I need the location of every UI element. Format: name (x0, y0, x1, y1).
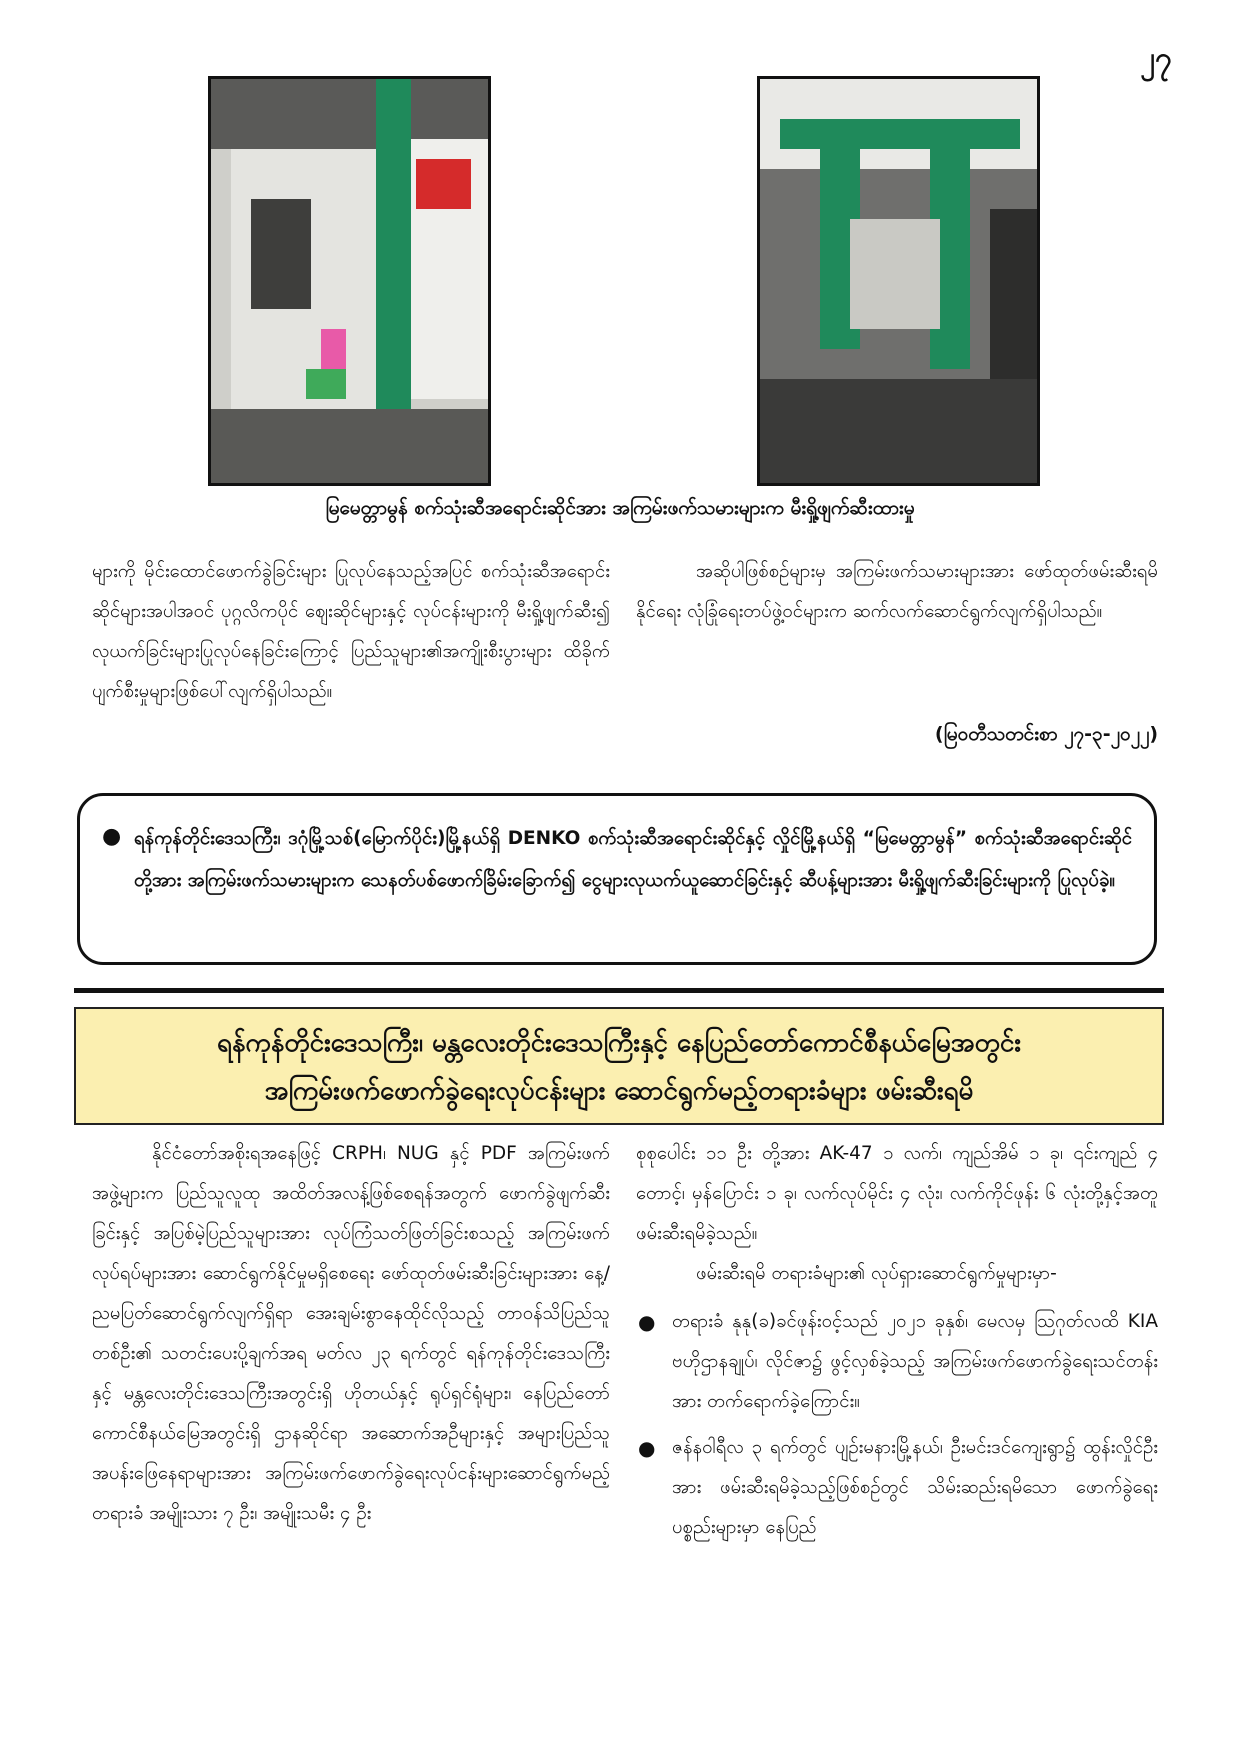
callout-text: ရန်ကုန်တိုင်းဒေသကြီး၊ ဒဂုံမြို့သစ်(မြောက်ပိုင်း)မြို့နယ်ရှိ DENKO စက်သုံးဆီအရောင်းဆိုင်နှင့် လှိုင်မြို့နယ်ရှိ “မြမေတ္တာမွန်” စက်သုံးဆီအရောင်းဆိုင်တို့အား အကြမ်းဖက်သမားများက သေနတ်ပစ်ဖောက်ခြိမ်းခြောက်၍ ငွေများလုယက်ယူဆောင်ခြင်းနှင့် ဆီပန့်များအား မီးရှို့ဖျက်ဆီးခြင်းများကို ပြုလုပ်ခဲ့။ (134, 828, 1132, 891)
bottom-left-paragraph: နိုင်ငံတော်အစိုးရအနေဖြင့် CRPH၊ NUG နှင့် PDF အကြမ်းဖက်အဖွဲ့များက ပြည်သူလူထု အထိတ်အလန့်ဖြစ်စေရန်အတွက် ဖောက်ခွဲဖျက်ဆီးခြင်းနှင့် အပြစ်မဲ့ပြည်သူများအား လုပ်ကြံသတ်ဖြတ်ခြင်းစသည့် အကြမ်းဖက်လုပ်ရပ်များအား ဆောင်ရွက်နိုင်မှုမရှိစေရေး ဖော်ထုတ်ဖမ်းဆီးခြင်းများအား နေ့/ညမပြတ်ဆောင်ရွက်လျက်ရှိရာ အေးချမ်းစွာနေထိုင်လိုသည့် တာဝန်သိပြည်သူတစ်ဦး၏ သတင်းပေးပို့ချက်အရ မတ်လ ၂၃ ရက်တွင် ရန်ကုန်တိုင်းဒေသကြီးနှင့် မန္တလေးတိုင်းဒေသကြီးအတွင်းရှိ ဟိုတယ်နှင့် ရုပ်ရှင်ရုံများ၊ နေပြည်တော်ကောင်စီနယ်မြေအတွင်းရှိ ဌာနဆိုင်ရာ အဆောက်အဦများနှင့် အများပြည်သူအပန်းဖြေနေရာများအား အကြမ်းဖက်ဖောက်ခွဲရေးလုပ်ငန်းများဆောင်ရွက်မည့် တရားခံ အမျိုးသား ၇ ဦး၊ အမျိုးသမီး ၄ ဦး (92, 1143, 610, 1524)
top-right-column (636, 552, 1158, 632)
list-item (636, 1302, 1158, 1422)
list-item-text: ဇန်နဝါရီလ ၃ ရက်တွင် ပျဉ်းမနားမြို့နယ်၊ ဦးမင်းဒင်ကျေးရွာ၌ ထွန်းလှိုင်ဦးအား ဖမ်းဆီးရမိခဲ့သည့်ဖြစ်စဉ်တွင် သိမ်းဆည်းရမိသော ဖောက်ခွဲရေးပစ္စည်းများမှာ နေပြည် (672, 1437, 1158, 1538)
photo-burned-kiosk-closeup (208, 76, 491, 486)
top-left-paragraph: များကို မိုင်းထောင်ဖောက်ခွဲခြင်းများ ပြုလုပ်နေသည့်အပြင် စက်သုံးဆီအရောင်းဆိုင်များအပါအဝင် ပုဂ္ဂလိကပိုင် ဈေးဆိုင်များနှင့် လုပ်ငန်းများကို မီးရှို့ဖျက်ဆီး၍ လုယက်ခြင်းများပြုလုပ်နေခြင်းကြောင့် ပြည်သူများ၏အကျိုးစီးပွားများ ထိခိုက်ပျက်စီးမှုများဖြစ်ပေါ်လျက်ရှိပါသည်။ (92, 561, 610, 702)
bottom-right-paragraph-2: ဖမ်းဆီးရမိ တရားခံများ၏ လုပ်ရှားဆောင်ရွက်မှုများမှာ- (696, 1263, 1057, 1284)
bullet-icon: ● (638, 1310, 656, 1334)
source-line: (မြဝတီသတင်းစာ ၂၇-၃-၂၀၂၂) (934, 723, 1158, 745)
headline-line-1: ရန်ကုန်တိုင်းဒေသကြီး၊ မန္တလေးတိုင်းဒေသကြီးနှင့် နေပြည်တော်ကောင်စီနယ်မြေအတွင်း (217, 1028, 1021, 1058)
photo-caption: မြမေတ္တာမွန် စက်သုံးဆီအရောင်းဆိုင်အား အကြမ်းဖက်သမားများက မီးရှို့ဖျက်ဆီးထားမှု (325, 497, 915, 519)
bottom-left-column (92, 1134, 610, 1534)
summary-callout (77, 793, 1157, 965)
photo-burned-fuel-station (757, 76, 1040, 486)
headline-line-2: အကြမ်းဖက်ဖောက်ခွဲရေးလုပ်ငန်းများ ဆောင်ရွက်မည့်တရားခံများ ဖမ်းဆီးရမိ (264, 1076, 974, 1106)
findings-list (636, 1302, 1158, 1548)
list-item (636, 1428, 1158, 1548)
top-left-column (92, 552, 610, 712)
page-number: ၂၇ (1140, 41, 1172, 76)
top-right-paragraph: အဆိုပါဖြစ်စဉ်များမှ အကြမ်းဖက်သမားများအား ဖော်ထုတ်ဖမ်းဆီးရမိနိုင်ရေး လုံခြုံရေးတပ်ဖွဲ့ဝင်များက ဆက်လက်ဆောင်ရွက်လျက်ရှိပါသည်။ (636, 561, 1158, 622)
photo-left-image (211, 79, 488, 483)
bottom-right-paragraph-1: စုစုပေါင်း ၁၁ ဦး တို့အား AK-47 ၁ လက်၊ ကျည်အိမ် ၁ ခု၊ ၎င်းကျည် ၄ တောင့်၊ မှန်ပြောင်း ၁ ခု၊ လက်လုပ်မိုင်း ၄ လုံး၊ လက်ကိုင်ဖုန်း ၆ လုံးတို့နှင့်အတူ ဖမ်းဆီးရမိခဲ့သည်။ (636, 1143, 1158, 1244)
bottom-right-column (636, 1134, 1158, 1554)
bullet-icon: ● (638, 1436, 656, 1460)
article-headline (74, 1007, 1164, 1125)
list-item-text: တရားခံ နုနု(ခ)ခင်ဖုန်းဝင့်သည် ၂၀၂၁ ခုနှစ်၊ မေလမှ ဩဂုတ်လထိ KIA ဗဟိုဌာနချုပ်၊ လိုင်ဇာ၌ ဖွင့်လှစ်ခဲ့သည့် အကြမ်းဖက်ဖောက်ခွဲရေးသင်တန်းအား တက်ရောက်ခဲ့ကြောင်း။ (672, 1311, 1158, 1412)
photo-right-image (760, 79, 1037, 483)
bullet-icon: ● (102, 824, 122, 849)
section-divider (74, 988, 1164, 993)
